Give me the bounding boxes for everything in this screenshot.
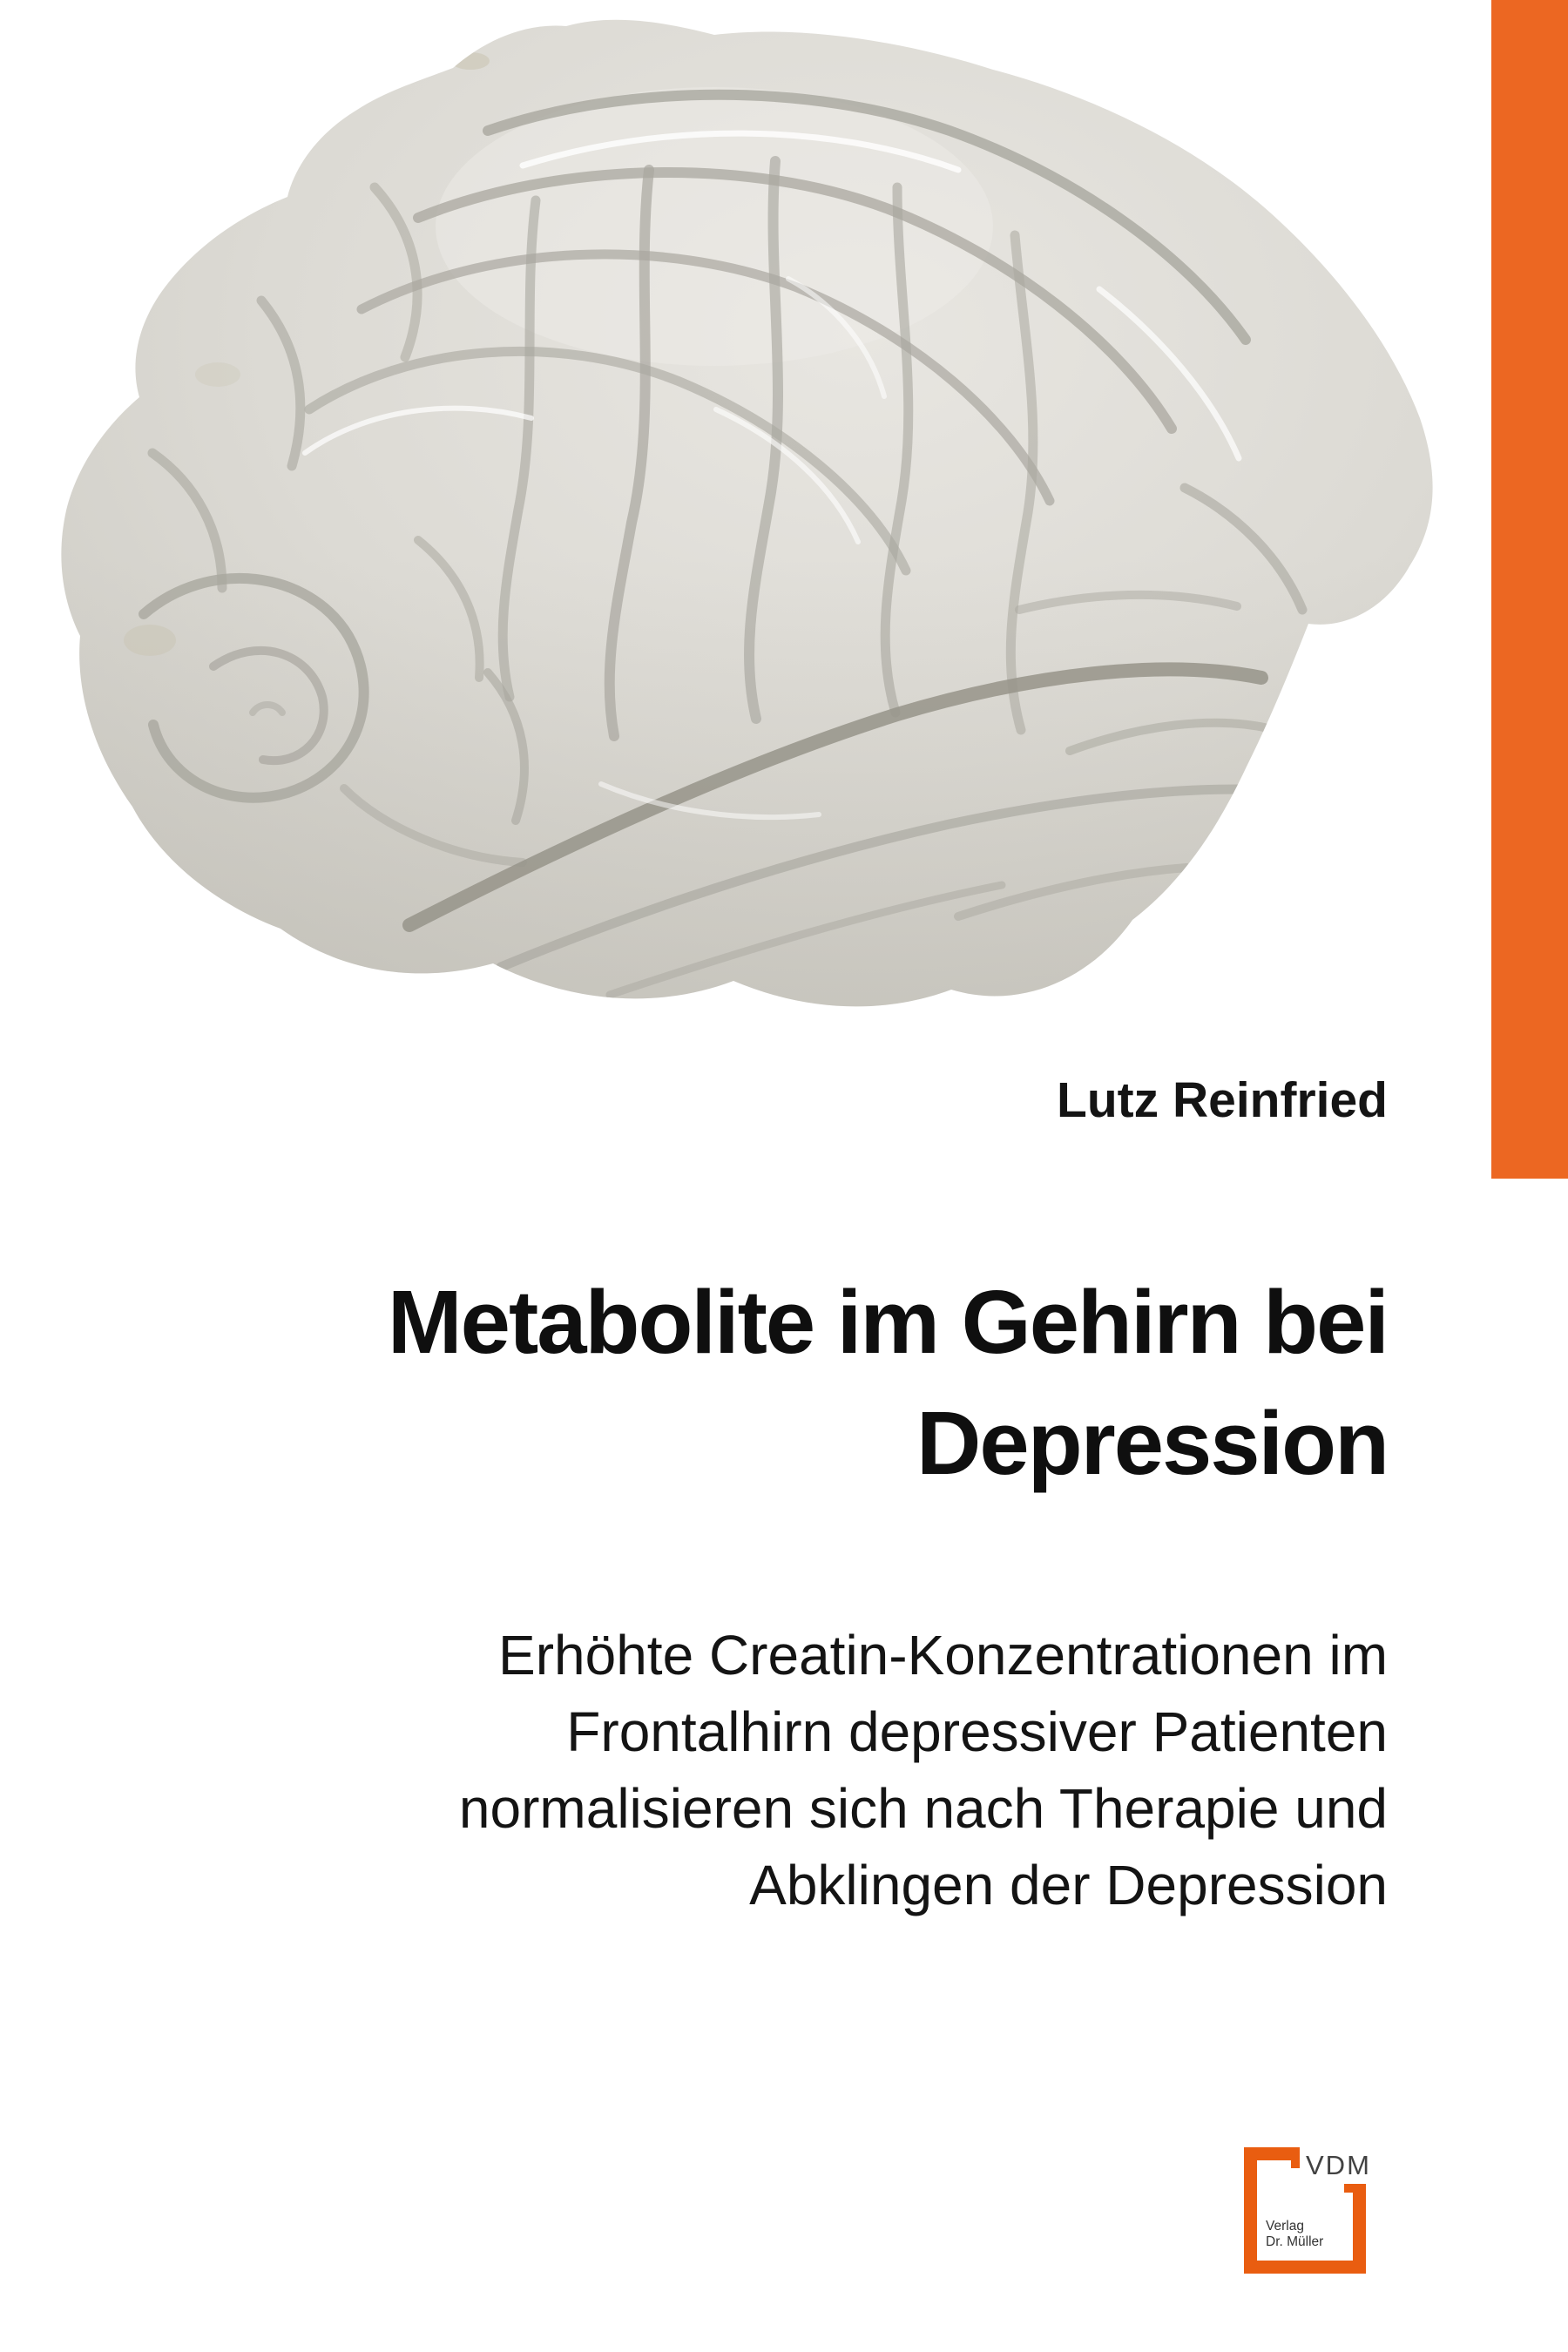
logo-frame-right-tab: [1344, 2184, 1353, 2193]
logo-frame-bottom: [1244, 2261, 1366, 2274]
accent-stripe: [1491, 0, 1568, 1179]
publisher-name: [1266, 2219, 1323, 2250]
book-subtitle-line-3: normalisieren sich nach Therapie und: [458, 1777, 1388, 1840]
logo-frame-right: [1353, 2184, 1366, 2274]
book-title-line-1: Metabolite im Gehirn bei: [387, 1272, 1388, 1372]
logo-frame-top: [1244, 2147, 1300, 2160]
book-subtitle-line-2: Frontalhirn depressiver Patienten: [566, 1700, 1388, 1763]
brain-model-photo: [0, 0, 1446, 1045]
logo-frame-top-tab: [1291, 2160, 1300, 2168]
logo-frame-left: [1244, 2147, 1257, 2274]
book-subtitle-line-4: Abklingen der Depression: [749, 1854, 1388, 1916]
publisher-name-line-2: Dr. Müller: [1266, 2234, 1324, 2249]
publisher-logo: [1244, 2147, 1371, 2274]
publisher-name-line-1: Verlag: [1266, 2219, 1304, 2234]
book-subtitle-line-1: Erhöhte Creatin-Konzentrationen im: [498, 1624, 1388, 1686]
author-name: Lutz Reinfried: [1057, 1072, 1388, 1128]
book-title-line-2: Depression: [916, 1393, 1388, 1493]
book-title: [388, 1261, 1388, 1504]
publisher-abbr: VDM: [1306, 2150, 1371, 2180]
book-subtitle: [459, 1617, 1388, 1923]
